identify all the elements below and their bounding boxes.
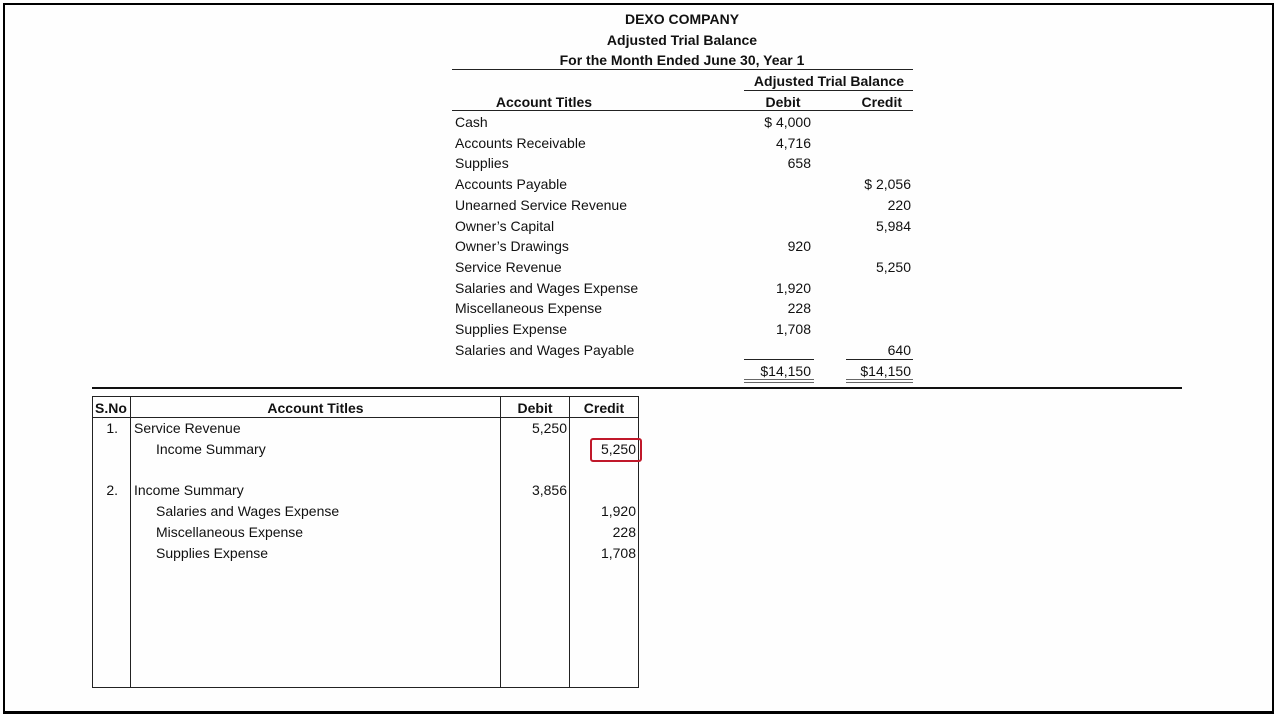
journal-account-header: Account Titles — [267, 400, 364, 416]
journal-sno: 1. — [106, 420, 118, 436]
column-header-rule — [452, 110, 913, 111]
statement-title: Adjusted Trial Balance — [606, 32, 758, 48]
company-name: DEXO COMPANY — [624, 11, 740, 27]
journal-account: Supplies Expense — [156, 545, 269, 561]
tb-account-title: Miscellaneous Expense — [455, 300, 603, 317]
tb-credit-header: Credit — [861, 94, 902, 110]
debit-total-rule — [744, 359, 814, 360]
group-header-rule — [744, 90, 913, 91]
tb-debit-amount: 658 — [787, 155, 811, 172]
tb-account-title: Supplies — [455, 155, 509, 172]
tb-credit-amount: 5,250 — [875, 258, 911, 275]
tb-account-title: Supplies Expense — [455, 321, 568, 337]
tb-account-title: Accounts Receivable — [455, 134, 586, 151]
journal-col-divider-sno — [130, 396, 131, 688]
journal-debit-header: Debit — [517, 400, 553, 416]
tb-debit-amount: 228 — [787, 300, 811, 317]
tb-account-title: Accounts Payable — [455, 176, 568, 193]
journal-account: Service Revenue — [134, 420, 241, 436]
journal-account: Miscellaneous Expense — [156, 524, 304, 540]
journal-credit: 1,708 — [600, 545, 636, 561]
tb-account-title: Salaries and Wages Expense — [455, 279, 639, 296]
tb-debit-amount: $ 4,000 — [764, 114, 811, 130]
tb-debit-amount: 4,716 — [775, 134, 811, 151]
tb-account-title: Salaries and Wages Payable — [455, 341, 635, 358]
journal-account: Income Summary — [156, 441, 266, 457]
journal-credit-header: Credit — [583, 400, 625, 416]
journal-debit: 3,856 — [531, 482, 567, 498]
tb-credit-amount: 640 — [887, 341, 911, 358]
tb-debit-amount: 920 — [787, 238, 811, 255]
tb-account-titles-header: Account Titles — [495, 94, 593, 110]
journal-sno-header: S.No — [95, 400, 127, 416]
tb-debit-amount: 1,920 — [775, 279, 811, 296]
highlighted-credit-box — [590, 438, 642, 462]
tb-credit-amount: 5,984 — [875, 217, 911, 234]
tb-account-title: Unearned Service Revenue — [455, 196, 627, 213]
tb-account-title: Service Revenue — [455, 258, 562, 275]
tb-debit-amount: 1,708 — [775, 321, 811, 337]
debit-double-underline — [744, 379, 814, 383]
header-rule — [452, 69, 913, 70]
journal-credit: 1,920 — [600, 503, 636, 519]
tb-account-title: Cash — [455, 114, 488, 130]
tb-debit-header: Debit — [765, 94, 801, 110]
tb-account-title: Owner’s Capital — [455, 217, 555, 234]
journal-account: Salaries and Wages Expense — [156, 503, 340, 519]
column-group-header: Adjusted Trial Balance — [753, 73, 905, 89]
credit-double-underline — [846, 379, 913, 383]
statement-period: For the Month Ended June 30, Year 1 — [559, 52, 805, 68]
total-credit: $14,150 — [860, 363, 911, 379]
journal-col-divider-debit — [500, 396, 501, 688]
journal-sno: 2. — [106, 482, 118, 498]
total-debit: $14,150 — [760, 363, 811, 379]
journal-credit-highlighted: 5,250 — [600, 441, 636, 457]
journal-credit: 228 — [612, 524, 636, 540]
credit-total-rule — [846, 359, 913, 360]
tb-credit-amount: $ 2,056 — [864, 176, 911, 193]
section-divider — [92, 387, 1182, 389]
tb-account-title: Owner’s Drawings — [455, 238, 569, 255]
tb-credit-amount: 220 — [887, 196, 911, 213]
journal-account: Income Summary — [134, 482, 244, 498]
journal-debit: 5,250 — [531, 420, 567, 436]
